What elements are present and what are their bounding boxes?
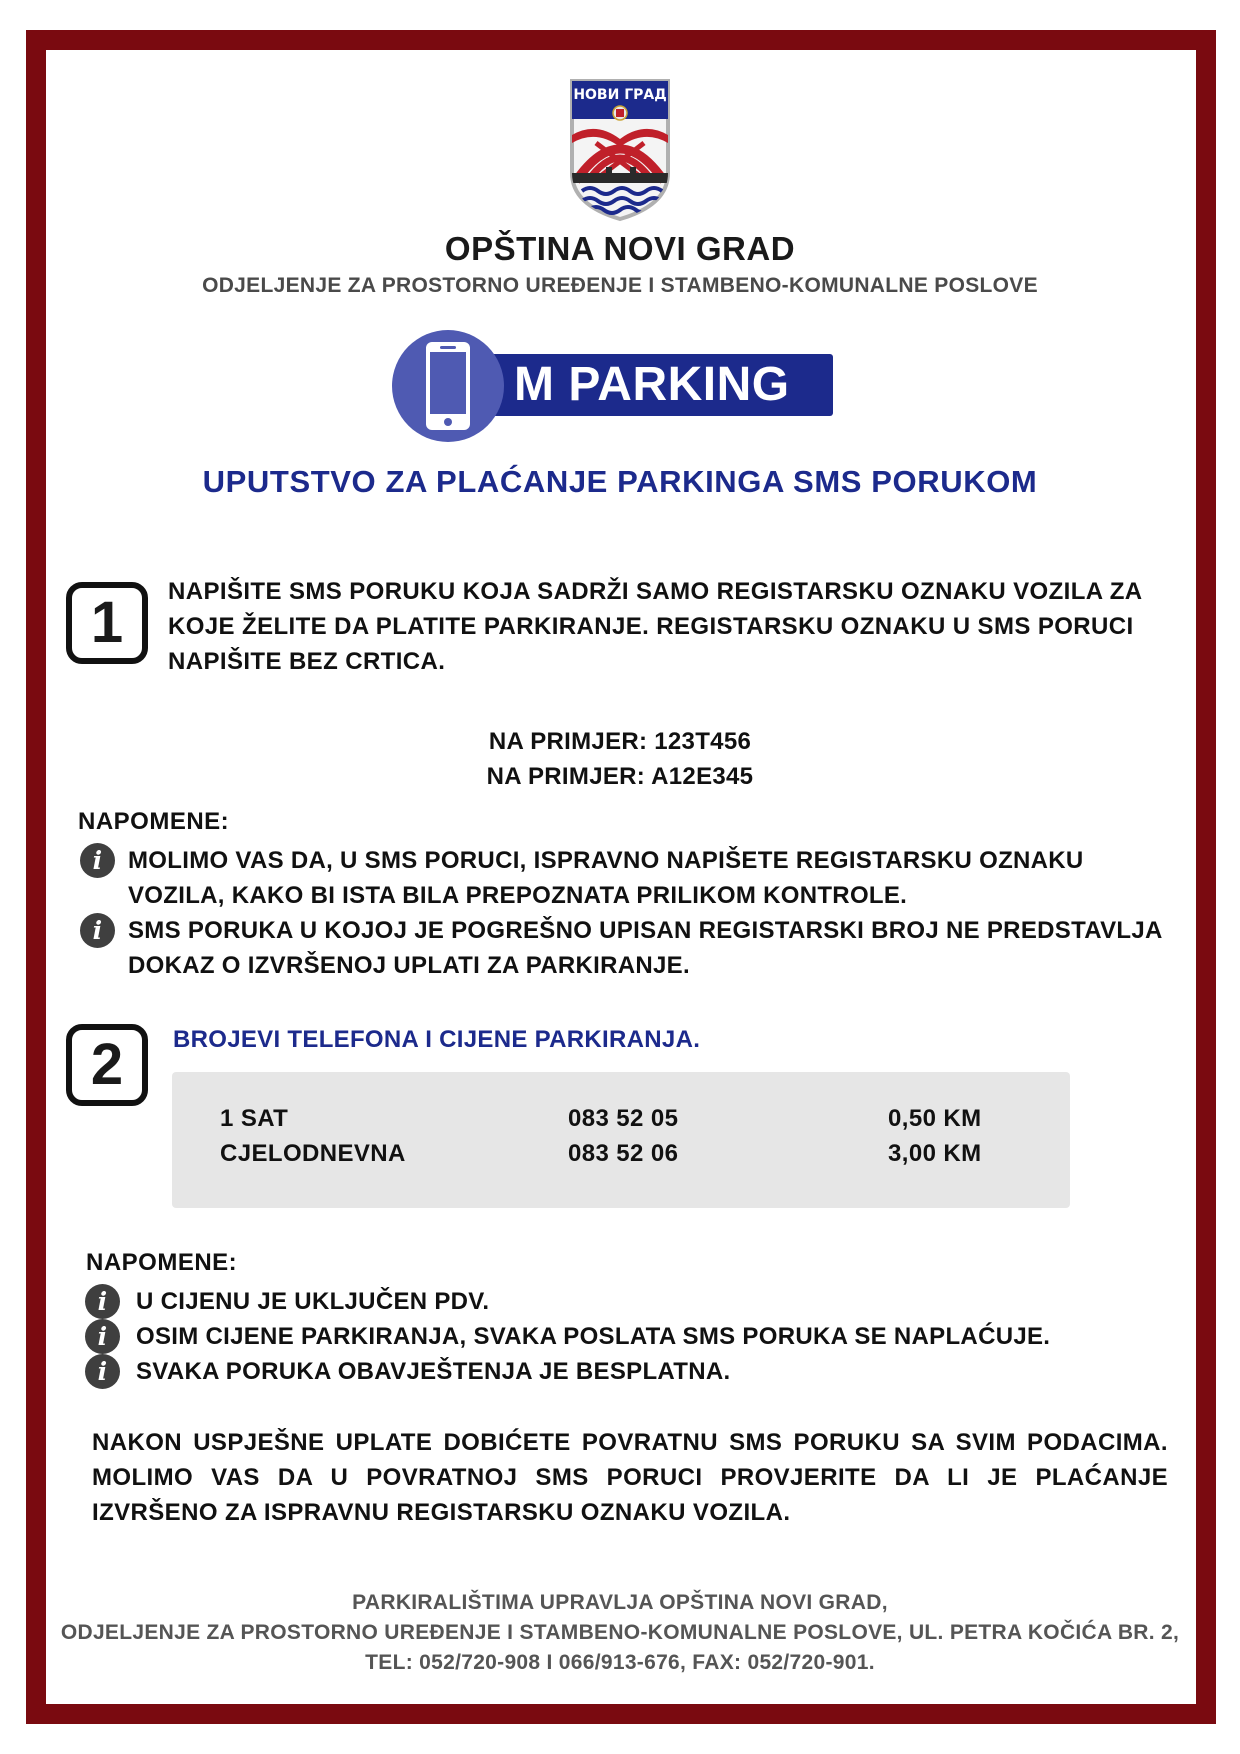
price-row-phone: 083 52 06	[568, 1140, 679, 1167]
note-line: SVAKA PORUKA OBAVJEŠTENJA JE BESPLATNA.	[136, 1358, 731, 1385]
info-icon: i	[80, 913, 115, 948]
info-icon: i	[85, 1354, 120, 1389]
footer-line: PARKIRALIŠTIMA UPRAVLJA OPŠTINA NOVI GRAD,	[352, 1591, 888, 1614]
municipality-title: OPŠTINA NOVI GRAD	[444, 230, 796, 267]
closing-line: NAKON USPJEŠNE UPLATE DOBIĆETE POVRATNU SMS PORUKU SA SVIM PODACIMA.	[92, 1429, 1168, 1456]
note-line: MOLIMO VAS DA, U SMS PORUCI, ISPRAVNO NAPIŠETE REGISTARSKU OZNAKU	[128, 847, 1084, 874]
step-2-number-box: 2	[66, 1024, 148, 1106]
note-item	[85, 1354, 1165, 1389]
note-line: DOKAZ O IZVRŠENOJ UPLATI ZA PARKIRANJE.	[128, 952, 690, 979]
price-row-duration: CJELODNEVNA	[220, 1140, 406, 1167]
note-line: OSIM CIJENE PARKIRANJA, SVAKA POSLATA SMS PORUKA SE NAPLAĆUJE.	[136, 1323, 1051, 1350]
notes-heading: NAPOMENE:	[86, 1249, 238, 1276]
note-line: U CIJENU JE UKLJUČEN PDV.	[136, 1288, 490, 1315]
municipality-crest-logo	[566, 77, 674, 223]
closing-line: MOLIMO VAS DA U POVRATNOJ SMS PORUCI PROVJERITE DA LI JE PLAĆANJE	[92, 1464, 1168, 1491]
smartphone-icon	[392, 330, 504, 442]
m-parking-label: M PARKING	[514, 358, 790, 411]
step-1-number-box: 1	[66, 582, 148, 664]
plate-example-2: NA PRIMJER: A12E345	[486, 763, 754, 790]
info-icon: i	[85, 1284, 120, 1319]
plate-example-1: NA PRIMJER: 123T456	[488, 728, 752, 755]
note-line: SMS PORUKA U KOJOJ JE POGREŠNO UPISAN REGISTARSKI BROJ NE PREDSTAVLJA	[128, 917, 1163, 944]
department-subtitle: ODJELJENJE ZA PROSTORNO UREĐENJE I STAMBENO-KOMUNALNE POSLOVE	[202, 274, 1038, 297]
closing-paragraph	[92, 1425, 1168, 1530]
footer-contact-line: TEL: 052/720-908 I 066/913-676, FAX: 052/720-901.	[365, 1651, 875, 1674]
footer-line: ODJELJENJE ZA PROSTORNO UREĐENJE I STAMBENO-KOMUNALNE POSLOVE, UL. PETRA KOČIĆA BR. 2,	[60, 1621, 1180, 1644]
step-1-line: KOJE ŽELITE DA PLATITE PARKIRANJE. REGISTARSKU OZNAKU U SMS PORUCI	[168, 613, 1134, 640]
step-1-line: NAPIŠITE BEZ CRTICA.	[168, 648, 446, 675]
price-row-price: 3,00 KM	[888, 1140, 982, 1167]
m-parking-banner	[470, 354, 833, 416]
step-1-instructions	[168, 574, 1158, 679]
note-item	[80, 913, 1163, 983]
step-2-heading: BROJEVI TELEFONA I CIJENE PARKIRANJA.	[173, 1026, 701, 1053]
price-row-price: 0,50 KM	[888, 1105, 982, 1132]
price-row-phone: 083 52 05	[568, 1105, 679, 1132]
note-item	[80, 843, 1160, 913]
info-icon: i	[85, 1319, 120, 1354]
note-line: VOZILA, KAKO BI ISTA BILA PREPOZNATA PRILIKOM KONTROLE.	[128, 882, 908, 909]
note-item	[85, 1284, 1165, 1319]
crest-text: НОВИ ГРАД	[573, 87, 667, 103]
price-table-panel	[172, 1072, 1070, 1208]
price-row-duration: 1 SAT	[220, 1105, 289, 1132]
notes-heading: NAPOMENE:	[78, 808, 230, 835]
step-1-line: NAPIŠITE SMS PORUKU KOJA SADRŽI SAMO REGISTARSKU OZNAKU VOZILA ZA	[168, 578, 1143, 605]
instructions-heading: UPUTSTVO ZA PLAĆANJE PARKINGA SMS PORUKOM	[202, 464, 1038, 499]
note-item	[85, 1319, 1165, 1354]
closing-line: IZVRŠENO ZA ISPRAVNU REGISTARSKU OZNAKU VOZILA.	[92, 1499, 791, 1526]
info-icon: i	[80, 843, 115, 878]
